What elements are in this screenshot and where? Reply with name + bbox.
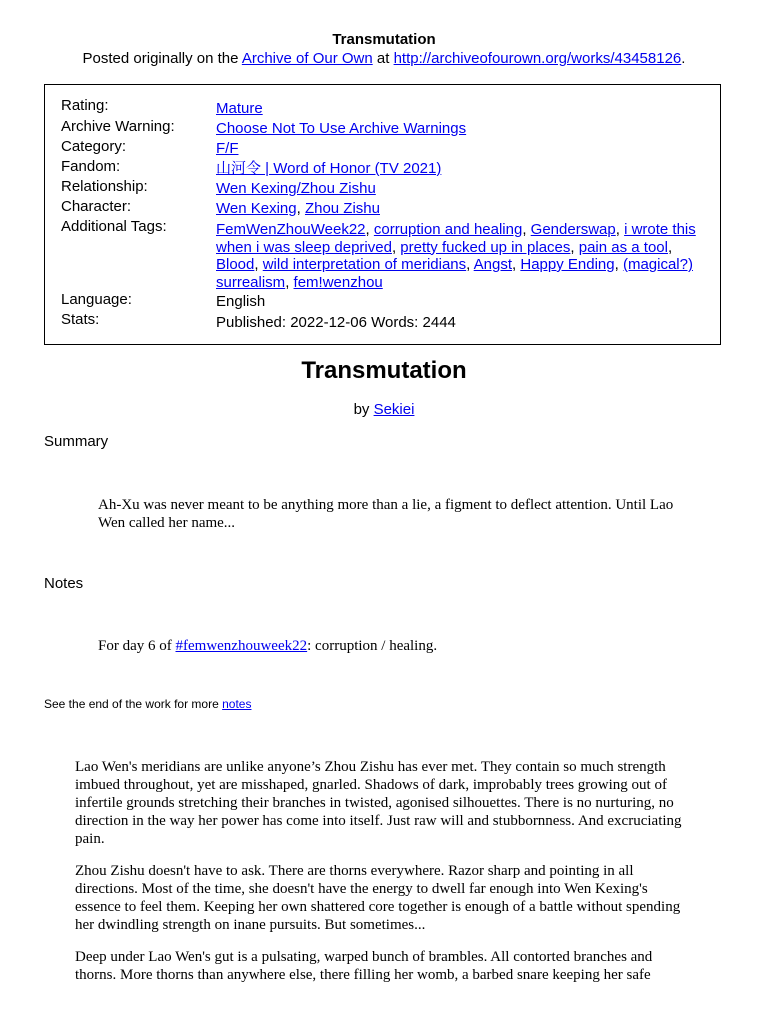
chapter-paragraph: Zhou Zishu doesn't have to ask. There are thorns everywhere. Razor sharp and pointing in all directions. Most of the time, she doesn't have the energy to dwell far enough into Wen Kexing's essence to feel them. Keeping her own shattered core together is enough of a battle without spending her dwindling strength on inane pursuits. But sometimes...	[75, 863, 681, 933]
rating-link[interactable]: Mature	[216, 100, 263, 117]
tag-link[interactable]: fem!wenzhou	[293, 273, 383, 291]
tag-link[interactable]: i wrote this when i was sleep deprived	[216, 221, 696, 256]
category-label: Category:	[61, 138, 127, 155]
archive-link[interactable]: Archive of Our Own	[241, 50, 373, 67]
at-text: at	[372, 50, 394, 67]
see-end-notes	[44, 697, 251, 711]
notes-suffix: : corruption / healing.	[307, 638, 438, 654]
document-header-title: Transmutation	[332, 31, 436, 48]
fandom-link[interactable]: 山河令 | Word of Honor (TV 2021)	[216, 160, 442, 177]
relationship-link[interactable]: Wen Kexing/Zhou Zishu	[216, 180, 376, 197]
tag-link[interactable]: pretty fucked up in places	[400, 238, 571, 256]
summary-heading: Summary	[44, 433, 109, 450]
fandom-label: Fandom:	[61, 158, 121, 175]
url-suffix: .	[681, 50, 686, 67]
notes-text	[98, 637, 678, 655]
tag-link[interactable]: wild interpretation of meridians	[262, 256, 467, 273]
rating-label: Rating:	[61, 97, 109, 114]
category-link[interactable]: F/F	[216, 140, 239, 157]
stats-label: Stats:	[61, 311, 100, 328]
work-url-link[interactable]: http://archiveofourown.org/works/43458126	[393, 50, 682, 67]
tag-link[interactable]: corruption and healing	[373, 221, 523, 238]
tag-link[interactable]: Blood	[216, 256, 255, 273]
author-link[interactable]: Sekiei	[373, 401, 415, 418]
warning-label: Archive Warning:	[61, 118, 175, 135]
metadata-box: Rating: Mature Archive Warning: Choose Not To Use Archive Warnings Category: F/F Fandom: 山河令 | Word of Honor (TV 2021) Relationship: Wen Kexing/Zhou Zishu Character: Wen Kexing, Zhou Zishu Additional Tags: FemWenZhouWeek22, corruption and healing, Genderswap, i wrote this when i was sleep deprived, pretty fucked up in places, pain as a tool, Blood, wild interpretation of meridians, Angst, Happy Ending, (magical?) surrealism, fem!wenzhou Language: English Stats: Published: 2022-12-06 Words: 2444	[44, 84, 721, 345]
work-title: Transmutation	[301, 357, 467, 384]
warning-link[interactable]: Choose Not To Use Archive Warnings	[216, 120, 467, 137]
byline	[0, 401, 768, 418]
event-tag-link[interactable]: #femwenzhouweek22	[175, 638, 308, 654]
chapter-paragraph: Deep under Lao Wen's gut is a pulsating, warped bunch of brambles. All contorted branches and thorns. More thorns than anywhere else, there filling her womb, a barbed snare keeping her safe	[75, 949, 653, 983]
character-link[interactable]: Wen Kexing	[216, 200, 297, 217]
notes-prefix: For day 6 of	[98, 638, 176, 654]
tags-label: Additional Tags:	[61, 218, 167, 235]
see-end-prefix: See the end of the work for more	[44, 697, 223, 711]
tag-link[interactable]: (magical?) surrealism	[216, 256, 693, 291]
stats-value: Published: 2022-12-06 Words: 2444	[216, 314, 456, 331]
notes-heading: Notes	[44, 575, 84, 592]
character-link[interactable]: Zhou Zishu	[304, 200, 380, 217]
posted-prefix: Posted originally on the	[82, 50, 242, 67]
chapter-paragraph: Lao Wen's meridians are unlike anyone’s Zhou Zishu has ever met. They contain so much strength imbued throughout, yet are misshaped, gnarled. Shadows of dark, improbably trees growing out of infertile grounds stretching their branches in twisted, agonised silhouettes. There is no nurturing, no direction in the way her power has come into itself. Just raw will and stubbornness. And excruciating pain.	[75, 759, 682, 847]
end-notes-link[interactable]: notes	[222, 697, 252, 711]
tag-link[interactable]: FemWenZhouWeek22	[216, 221, 366, 238]
chapter-text	[75, 758, 690, 998]
relationship-label: Relationship:	[61, 178, 148, 195]
tag-link[interactable]: Genderswap	[530, 221, 616, 238]
tag-link[interactable]: Angst	[473, 256, 513, 273]
by-text: by	[353, 401, 374, 418]
tag-link[interactable]: Happy Ending	[520, 256, 615, 273]
posted-line	[0, 50, 768, 67]
summary-text: Ah-Xu was never meant to be anything more than a lie, a figment to deflect attention. Until Lao Wen called her name...	[98, 497, 674, 531]
language-label: Language:	[61, 291, 132, 308]
language-value: English	[216, 293, 266, 310]
tag-link[interactable]: pain as a tool	[578, 238, 668, 256]
character-label: Character:	[61, 198, 132, 215]
